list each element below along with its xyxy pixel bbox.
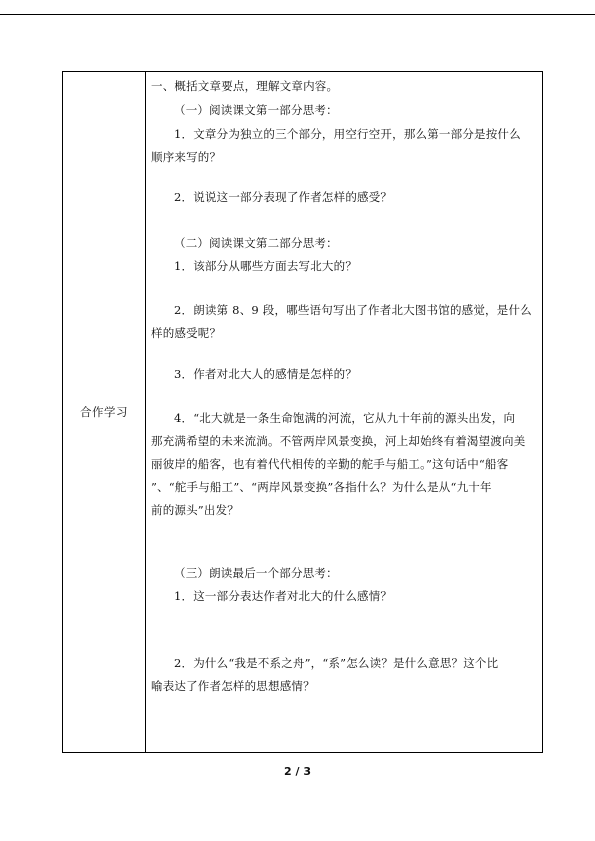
part3-question2-line2: 喻表达了作者怎样的思想感情？: [151, 679, 315, 693]
header-rule: [0, 14, 595, 15]
page-number: 2 / 3: [284, 765, 311, 778]
section-label-cell: [63, 72, 145, 752]
part2-question1: 1．该部分从哪些方面去写北大的？: [174, 259, 358, 273]
worksheet-table: [62, 71, 543, 753]
part3-question2-line1: 2．为什么“我是不系之舟”，“系”怎么读？是什么意思？这个比: [174, 656, 499, 670]
part1-question1-line2: 顺序来写的？: [151, 150, 222, 164]
part2-question3: 3．作者对北大人的感情是怎样的？: [174, 367, 358, 381]
heading: 一、概括文章要点，理解文章内容。: [151, 79, 339, 93]
part2-question4-line4: ”、“舵手与船工”、“两岸风景变换”各指什么？为什么是从“九十年: [151, 480, 492, 494]
part2-title: （二）阅读课文第二部分思考：: [174, 236, 338, 250]
part3-title: （三）朗读最后一个部分思考：: [174, 566, 338, 580]
section-label: 合作学习: [80, 405, 128, 419]
content-cell: [146, 72, 542, 752]
part1-question1-line1: 1．文章分为独立的三个部分，用空行空开，那么第一部分是按什么: [174, 127, 521, 141]
part2-question4-line3: 丽彼岸的船客，也有着代代相传的辛勤的舵手与船工。”这句话中“船客: [151, 457, 509, 471]
part2-question4-line2: 那充满希望的未来流淌。不管两岸风景变换，河上却始终有着渴望渡向美: [151, 434, 526, 448]
part2-question4-line1: 4．“北大就是一条生命饱满的河流，它从九十年前的源头出发，向: [174, 411, 516, 425]
part2-question2-line1: 2．朗读第 8、9 段，哪些语句写出了作者北大图书馆的感觉，是什么: [174, 303, 532, 317]
part3-question1: 1．这一部分表达作者对北大的什么感情？: [174, 589, 393, 603]
part2-question4-line5: 前的源头”出发？: [151, 503, 239, 517]
part2-question2-line2: 样的感受呢？: [151, 326, 222, 340]
part1-title: （一）阅读课文第一部分思考：: [174, 103, 338, 117]
part1-question2: 2．说说这一部分表现了作者怎样的感受？: [174, 190, 393, 204]
